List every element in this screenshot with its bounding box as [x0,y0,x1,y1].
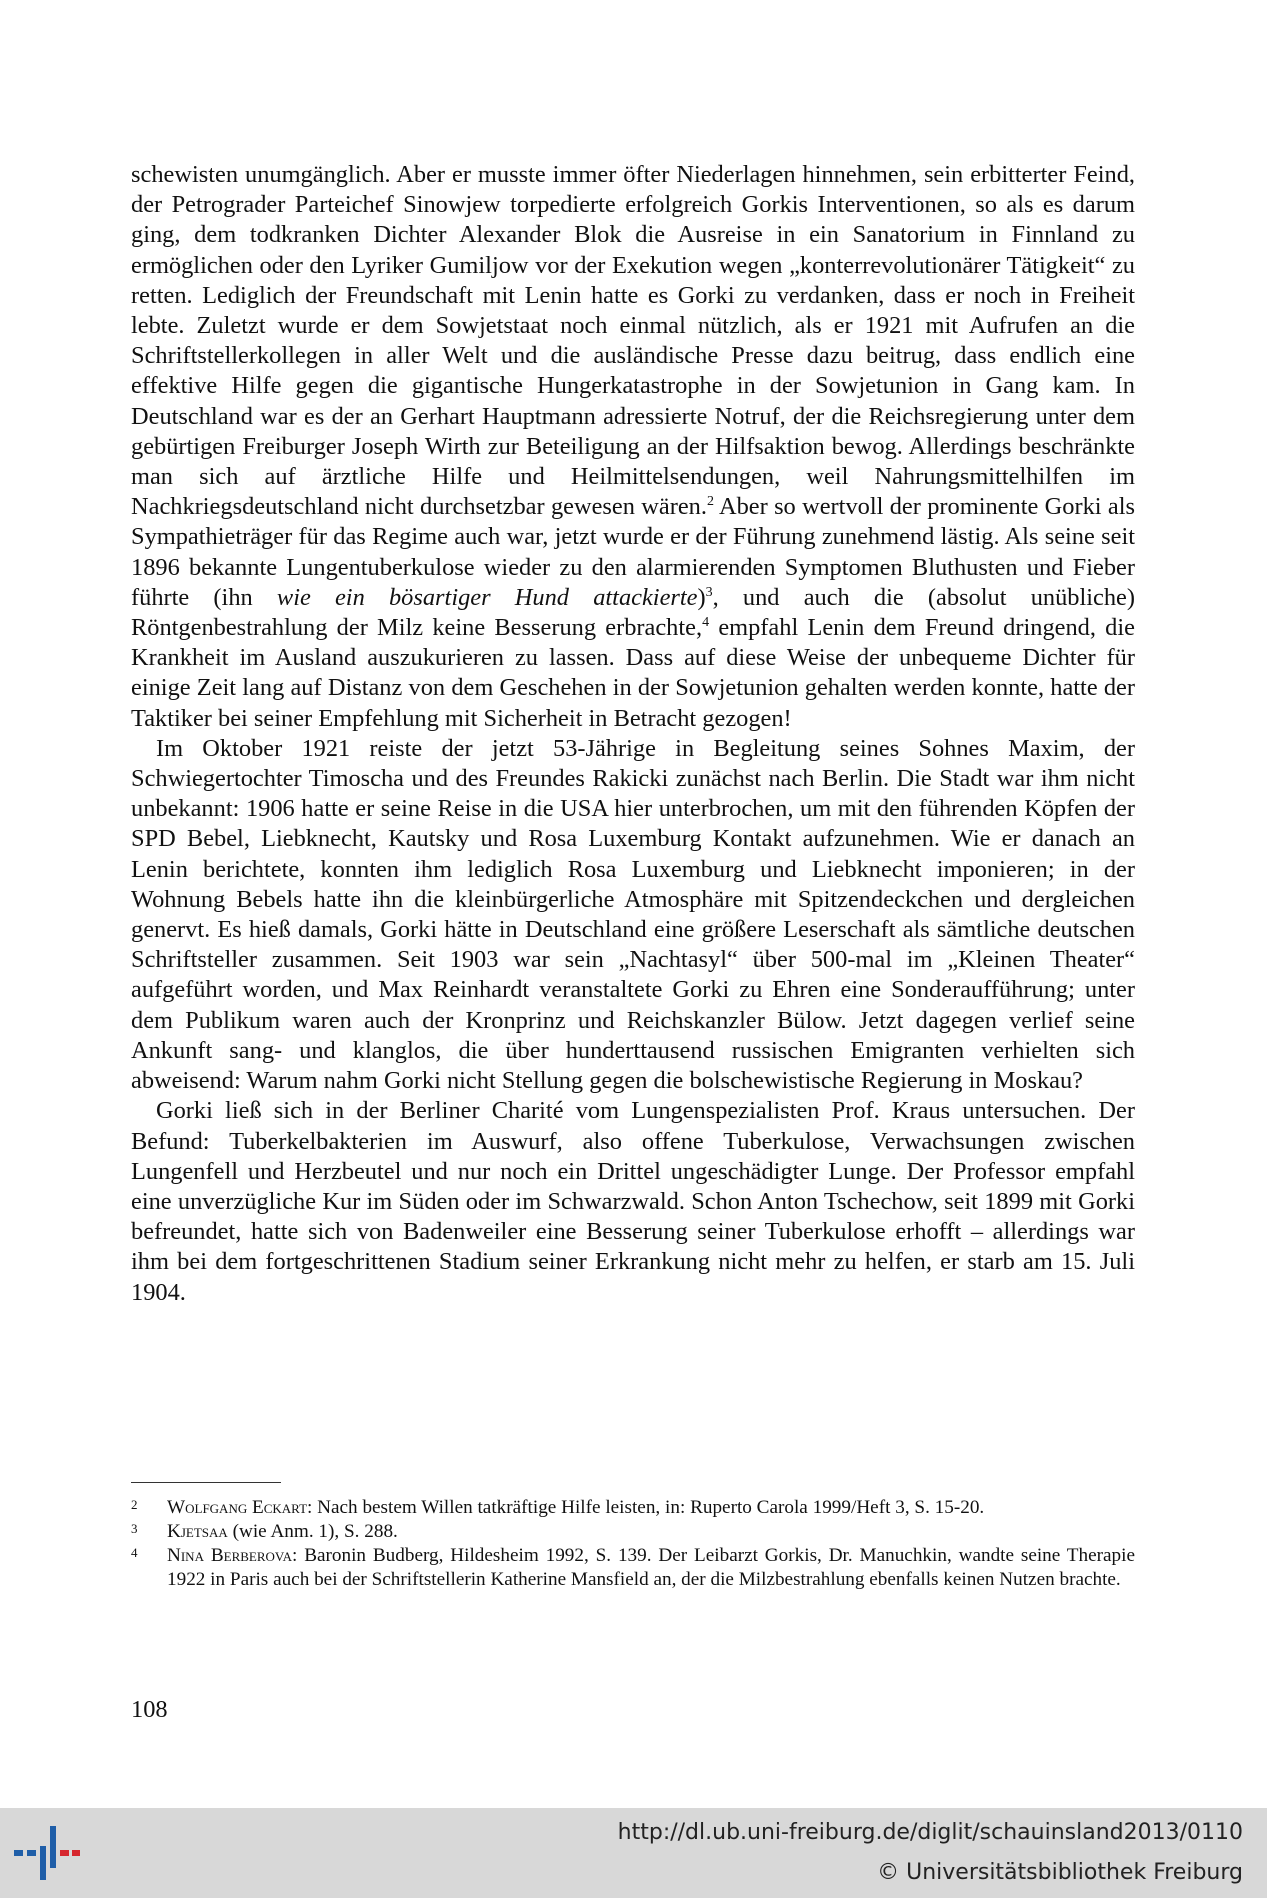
footnote-text: (wie Anm. 1), S. 288. [227,1521,398,1542]
footer-bar [0,1808,1267,1898]
paragraph-1-text-e: empfahl Lenin dem Freund dringend, die Krankheit im Ausland auszukurieren zu lassen. Dass auf diese Weise der unbequeme Dichter für einige Zeit lang auf Distanz von dem Geschehen in der Sowjetunion gehalten werden konnte, hatte der Taktiker bei seiner Empfehlung mit Sicherheit in Betracht gezogen! [131,614,1135,732]
ub-freiburg-logo-icon[interactable] [14,1826,80,1880]
paragraph-1-text-a: schewisten unumgänglich. Aber er musste immer öfter Niederlagen hinnehmen, sein erbitterter Feind, der Petrograder Parteichef Sinowjew torpedierte erfolgreich Gorkis Interventionen, so als es darum ging, dem todkranken Dichter Alexander Blok die Ausreise in ein Sanatorium in Finnland zu ermöglichen oder den Lyriker Gumiljow vor der Exekution wegen „konterrevolutionärer Tätigkeit“ zu retten. Lediglich der Freundschaft mit Lenin hatte es Gorki zu verdanken, dass er noch in Freiheit lebte. Zuletzt wurde er dem Sowjetstaat noch einmal nützlich, als er 1921 mit Aufrufen an die Schriftstellerkollegen in aller Welt und die ausländische Presse dazu beitrug, dass endlich eine effektive Hilfe gegen die gigantische Hungerkatastrophe in der Sowjetunion in Gang kam. In Deutschland war es der an Gerhart Hauptmann adressierte Notruf, der die Reichsregierung unter dem gebürtigen Freiburger Joseph Wirth zur Beteiligung an der Hilfsaktion bewog. Allerdings beschränkte man sich auf ärztliche Hilfe und Heilmittelsendungen, weil Nahrungsmittelhilfen im Nachkriegsdeutschland nicht durchsetzbar gewesen wären. [131,161,1135,521]
copyright-notice: © Universitätsbibliothek Freiburg [877,1860,1243,1885]
paragraph-2: Im Oktober 1921 reiste der jetzt 53-Jährige in Begleitung seines Sohnes Maxim, der Schwiegertochter Timoscha und des Freundes Rakicki zunächst nach Berlin. Die Stadt war ihm nicht unbekannt: 1906 hatte er seine Reise in die USA hier unterbrochen, um mit den führenden Köpfen der SPD Bebel, Liebknecht, Kautsky und Rosa Luxemburg Kontakt aufzunehmen. Wie er danach an Lenin berichtete, konnten ihm lediglich Rosa Luxemburg und Liebknecht imponieren; in der Wohnung Bebels hatte ihn die kleinbürgerliche Atmosphäre mit Spitzendeckchen und dergleichen genervt. Es hieß damals, Gorki hätte in Deutschland eine größere Leserschaft als sämtliche deutschen Schriftsteller zusammen. Seit 1903 war sein „Nachtasyl“ über 500-mal im „Kleinen Theater“ aufgeführt worden, und Max Reinhardt veranstaltete Gorki zu Ehren eine Sonderaufführung; unter dem Publikum waren auch der Kronprinz und Reichskanzler Bülow. Jetzt dagegen verlief seine Ankunft sang- und klanglos, die über hunderttausend russischen Emigranten verhielten sich abweisend: Warum nahm Gorki nicht Stellung gegen die bolschewistische Regierung in Moskau? [131,734,1135,1095]
paragraph-1-italic-quote: wie ein bösartiger Hund attackierte [276,583,698,611]
footnote-text: : Baronin Budberg, Hildesheim 1992, S. 139. Der Leibarzt Gorkis, Dr. Manuchkin, wandte seine Therapie 1922 in Paris auch bei der Schriftstellerin Katherine Mansfield an, der die Milzbestrahlung ebenfalls keinen Nutzen brachte. [167,1545,1135,1590]
footnote-number: 2 [131,1497,138,1512]
paragraph-1-text-b: Aber so wertvoll der prominente Gorki als Sympathieträger für das Regime auch war, jetzt wurde er der Führung zunehmend lästig. Als seine seit 1896 bekannte Lungentuberkulose wieder zu den alarmierenden Symptomen Bluthusten und Fieber führte (ihn [131,493,1135,611]
footnote-divider [131,1482,281,1483]
footnote-author: Kjetsaa [167,1521,228,1542]
footnote-2 [131,1496,1135,1520]
footnote-author: Nina Berberova [167,1545,293,1566]
permalink-url[interactable]: http://dl.ub.uni-freiburg.de/diglit/schauinsland2013/0110 [617,1820,1243,1845]
footnote-text: : Nach bestem Willen tatkräftige Hilfe leisten, in: Ruperto Carola 1999/Heft 3, S. 15-20. [307,1497,985,1518]
footnote-number: 3 [131,1521,138,1536]
footnote-3 [131,1520,1135,1544]
footnote-ref-3[interactable]: 3 [705,584,713,600]
paragraph-1 [131,160,1135,734]
page-number: 108 [131,1696,168,1723]
footnote-4 [131,1544,1135,1592]
footnote-ref-4[interactable]: 4 [702,615,710,631]
paragraph-1-text-d: , und auch die (absolut unübliche) Röntgenbestrahlung der Milz keine Besserung erbrachte, [131,583,1135,642]
paragraph-3: Gorki ließ sich in der Berliner Charité vom Lungenspezialisten Prof. Kraus untersuchen. Der Befund: Tuberkelbakterien im Auswurf, also offene Tuberkulose, Verwachsungen zwischen Lungenfell und Herzbeutel und nur noch ein Drittel ungeschädigter Lunge. Der Professor empfahl eine unverzügliche Kur im Süden oder im Schwarzwald. Schon Anton Tschechow, seit 1899 mit Gorki befreundet, hatte sich von Badenweiler eine Besserung seiner Tuberkulose erhofft – allerdings war ihm bei dem fortgeschrittenen Stadium seiner Erkrankung nicht mehr zu helfen, er starb am 15. Juli 1904. [131,1097,1135,1306]
footnotes [131,1496,1135,1592]
footnote-ref-2[interactable]: 2 [706,494,714,510]
footnote-number: 4 [131,1545,138,1560]
paragraph-1-text-c: ) [697,583,706,611]
body-text [131,160,1135,1308]
footnote-author: Wolfgang Eckart [167,1497,308,1518]
